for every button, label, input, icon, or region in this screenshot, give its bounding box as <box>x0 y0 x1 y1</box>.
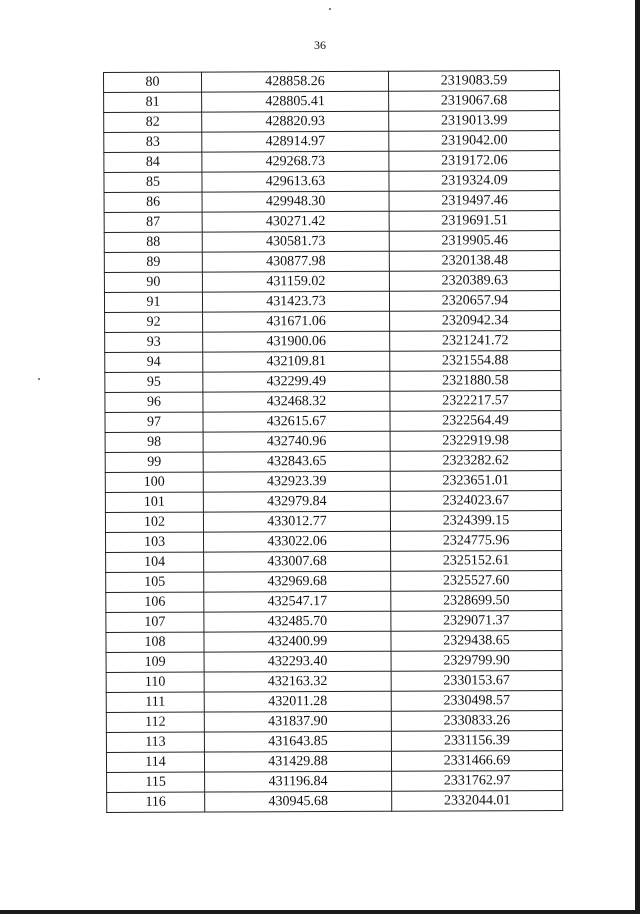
table-row <box>104 171 560 193</box>
x-coordinate-cell: 432615.67 <box>203 411 390 432</box>
point-number-cell: 81 <box>104 92 202 112</box>
point-number-cell: 89 <box>104 252 202 272</box>
point-number-cell: 106 <box>106 592 204 612</box>
table-row <box>107 791 563 813</box>
x-coordinate-cell: 431671.06 <box>203 311 390 332</box>
x-coordinate-cell: 428805.41 <box>202 91 389 112</box>
y-coordinate-cell: 2328699.50 <box>391 591 562 612</box>
y-coordinate-cell: 2329799.90 <box>391 651 562 672</box>
y-coordinate-cell: 2321241.72 <box>390 331 561 352</box>
table-row <box>105 311 561 333</box>
table-row <box>105 511 561 533</box>
table-row <box>106 631 562 653</box>
scan-edge-right <box>635 0 640 914</box>
y-coordinate-cell: 2330833.26 <box>391 711 562 732</box>
y-coordinate-cell: 2331466.69 <box>391 751 562 772</box>
x-coordinate-cell: 431837.90 <box>204 711 391 732</box>
point-number-cell: 84 <box>104 152 202 172</box>
point-number-cell: 93 <box>105 332 203 352</box>
point-number-cell: 97 <box>105 412 203 432</box>
point-number-cell: 82 <box>104 112 202 132</box>
x-coordinate-cell: 432468.32 <box>203 391 390 412</box>
y-coordinate-cell: 2330498.57 <box>391 691 562 712</box>
table-row <box>104 251 560 273</box>
x-coordinate-cell: 428914.97 <box>202 131 389 152</box>
table-row <box>104 151 560 173</box>
point-number-cell: 92 <box>105 312 203 332</box>
y-coordinate-cell: 2324775.96 <box>391 531 562 552</box>
table-row <box>104 111 560 133</box>
table-row <box>106 731 562 753</box>
point-number-cell: 87 <box>104 212 202 232</box>
table-row <box>106 691 562 713</box>
x-coordinate-cell: 430271.42 <box>202 211 389 232</box>
y-coordinate-cell: 2319172.06 <box>389 151 560 172</box>
point-number-cell: 101 <box>105 492 203 512</box>
x-coordinate-cell: 428858.26 <box>202 71 389 92</box>
x-coordinate-cell: 431159.02 <box>202 271 389 292</box>
x-coordinate-cell: 432485.70 <box>204 611 391 632</box>
x-coordinate-cell: 432109.81 <box>203 351 390 372</box>
y-coordinate-cell: 2320138.48 <box>389 251 560 272</box>
point-number-cell: 85 <box>104 172 202 192</box>
table-row <box>105 411 561 433</box>
y-coordinate-cell: 2319905.46 <box>389 231 560 252</box>
x-coordinate-cell: 432969.68 <box>204 571 391 592</box>
table-row <box>106 591 562 613</box>
x-coordinate-cell: 432163.32 <box>204 671 391 692</box>
point-number-cell: 90 <box>104 272 202 292</box>
table-row <box>104 131 560 153</box>
x-coordinate-cell: 431196.84 <box>205 771 392 792</box>
x-coordinate-cell: 430877.98 <box>202 251 389 272</box>
y-coordinate-cell: 2321880.58 <box>390 371 561 392</box>
table-row <box>104 271 560 293</box>
point-number-cell: 105 <box>106 572 204 592</box>
point-number-cell: 100 <box>105 472 203 492</box>
y-coordinate-cell: 2319083.59 <box>388 71 559 92</box>
point-number-cell: 109 <box>106 652 204 672</box>
table-row <box>106 671 562 693</box>
y-coordinate-cell: 2319067.68 <box>389 91 560 112</box>
coordinate-table <box>103 70 563 813</box>
point-number-cell: 95 <box>105 372 203 392</box>
coordinate-table-body <box>104 71 563 813</box>
x-coordinate-cell: 430581.73 <box>202 231 389 252</box>
table-row <box>104 291 560 313</box>
table-row <box>104 211 560 233</box>
x-coordinate-cell: 432547.17 <box>204 591 391 612</box>
y-coordinate-cell: 2329438.65 <box>391 631 562 652</box>
table-row <box>106 651 562 673</box>
x-coordinate-cell: 433022.06 <box>204 531 391 552</box>
y-coordinate-cell: 2325152.61 <box>391 551 562 572</box>
point-number-cell: 116 <box>107 792 205 812</box>
y-coordinate-cell: 2320657.94 <box>389 291 560 312</box>
point-number-cell: 103 <box>106 532 204 552</box>
table-row <box>106 551 562 573</box>
table-row <box>106 751 562 773</box>
table-row <box>107 771 563 793</box>
x-coordinate-cell: 429613.63 <box>202 171 389 192</box>
table-row <box>105 451 561 473</box>
scan-speck <box>329 8 331 10</box>
point-number-cell: 83 <box>104 132 202 152</box>
point-number-cell: 111 <box>106 692 204 712</box>
y-coordinate-cell: 2319691.51 <box>389 211 560 232</box>
y-coordinate-cell: 2331156.39 <box>391 731 562 752</box>
point-number-cell: 94 <box>105 352 203 372</box>
x-coordinate-cell: 433012.77 <box>203 511 390 532</box>
table-row <box>104 231 560 253</box>
y-coordinate-cell: 2322564.49 <box>390 411 561 432</box>
x-coordinate-cell: 432400.99 <box>204 631 391 652</box>
x-coordinate-cell: 429268.73 <box>202 151 389 172</box>
y-coordinate-cell: 2330153.67 <box>391 671 562 692</box>
y-coordinate-cell: 2332044.01 <box>392 791 563 812</box>
x-coordinate-cell: 433007.68 <box>204 551 391 572</box>
x-coordinate-cell: 432293.40 <box>204 651 391 672</box>
y-coordinate-cell: 2321554.88 <box>390 351 561 372</box>
table-row <box>105 471 561 493</box>
table-row <box>105 391 561 413</box>
x-coordinate-cell: 431423.73 <box>202 291 389 312</box>
y-coordinate-cell: 2324023.67 <box>390 491 561 512</box>
point-number-cell: 102 <box>105 512 203 532</box>
point-number-cell: 113 <box>106 732 204 752</box>
y-coordinate-cell: 2323282.62 <box>390 451 561 472</box>
point-number-cell: 91 <box>104 292 202 312</box>
y-coordinate-cell: 2319042.00 <box>389 131 560 152</box>
scan-speck <box>38 378 40 380</box>
point-number-cell: 108 <box>106 632 204 652</box>
point-number-cell: 114 <box>106 752 204 772</box>
table-row <box>104 91 560 113</box>
y-coordinate-cell: 2320942.34 <box>390 311 561 332</box>
point-number-cell: 99 <box>105 452 203 472</box>
y-coordinate-cell: 2319324.09 <box>389 171 560 192</box>
x-coordinate-cell: 429948.30 <box>202 191 389 212</box>
table-row <box>106 531 562 553</box>
page-number: 36 <box>314 38 326 52</box>
point-number-cell: 88 <box>104 232 202 252</box>
y-coordinate-cell: 2319013.99 <box>389 111 560 132</box>
table-row <box>104 191 560 213</box>
point-number-cell: 112 <box>106 712 204 732</box>
x-coordinate-cell: 428820.93 <box>202 111 389 132</box>
x-coordinate-cell: 432011.28 <box>204 691 391 712</box>
point-number-cell: 110 <box>106 672 204 692</box>
x-coordinate-cell: 432299.49 <box>203 371 390 392</box>
point-number-cell: 86 <box>104 192 202 212</box>
y-coordinate-cell: 2322919.98 <box>390 431 561 452</box>
point-number-cell: 80 <box>104 72 202 92</box>
table-row <box>106 571 562 593</box>
point-number-cell: 115 <box>107 772 205 792</box>
table-row <box>106 711 562 733</box>
x-coordinate-cell: 432979.84 <box>203 491 390 512</box>
scan-edge-bottom <box>0 910 640 914</box>
x-coordinate-cell: 432923.39 <box>203 471 390 492</box>
table-row <box>105 331 561 353</box>
table-row <box>105 491 561 513</box>
y-coordinate-cell: 2324399.15 <box>390 511 561 532</box>
point-number-cell: 104 <box>106 552 204 572</box>
x-coordinate-cell: 431429.88 <box>204 751 391 772</box>
table-row <box>104 71 560 93</box>
x-coordinate-cell: 431900.06 <box>203 331 390 352</box>
y-coordinate-cell: 2322217.57 <box>390 391 561 412</box>
point-number-cell: 96 <box>105 392 203 412</box>
table-row <box>106 611 562 633</box>
table-row <box>105 351 561 373</box>
point-number-cell: 98 <box>105 432 203 452</box>
x-coordinate-cell: 432843.65 <box>203 451 390 472</box>
point-number-cell: 107 <box>106 612 204 632</box>
x-coordinate-cell: 430945.68 <box>205 791 392 812</box>
y-coordinate-cell: 2329071.37 <box>391 611 562 632</box>
table-row <box>105 431 561 453</box>
table-row <box>105 371 561 393</box>
y-coordinate-cell: 2331762.97 <box>392 771 563 792</box>
y-coordinate-cell: 2319497.46 <box>389 191 560 212</box>
x-coordinate-cell: 432740.96 <box>203 431 390 452</box>
y-coordinate-cell: 2323651.01 <box>390 471 561 492</box>
y-coordinate-cell: 2320389.63 <box>389 271 560 292</box>
y-coordinate-cell: 2325527.60 <box>391 571 562 592</box>
x-coordinate-cell: 431643.85 <box>204 731 391 752</box>
